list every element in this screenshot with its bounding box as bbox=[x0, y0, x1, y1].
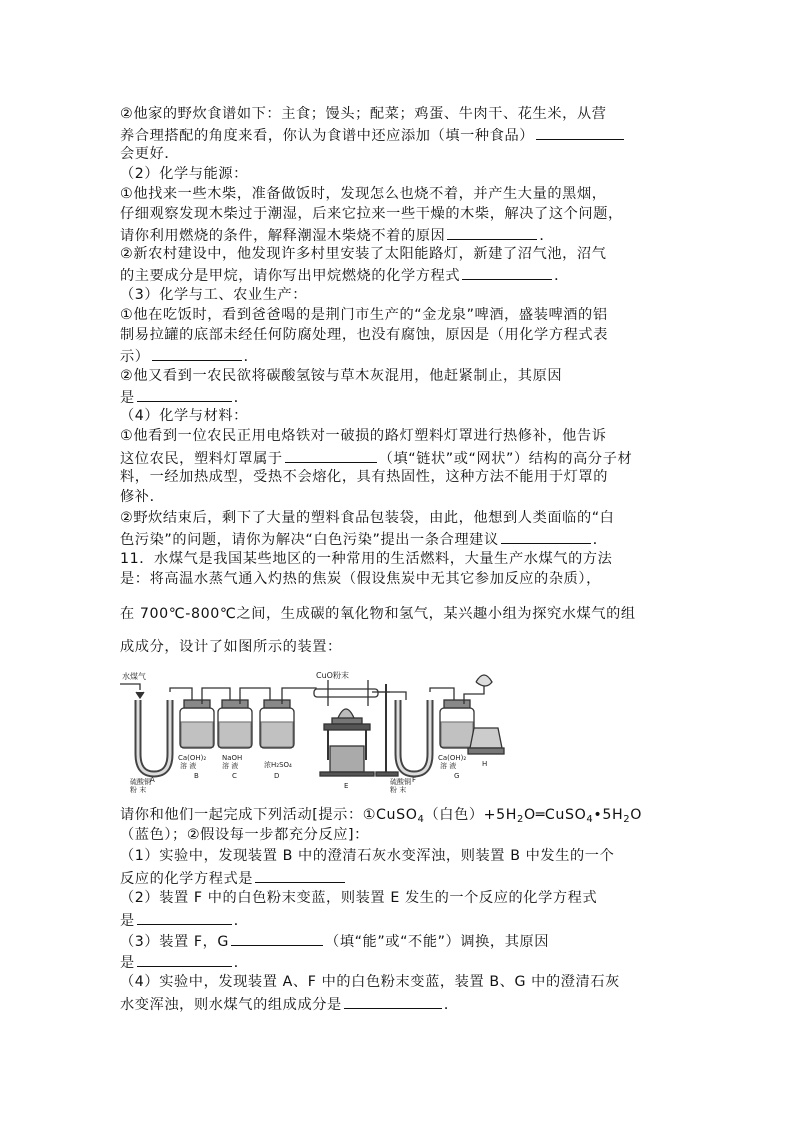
text-segment: O═CuSO bbox=[524, 807, 587, 823]
text-segment: 色污染”的问题，请你为解决“白色污染”提出一条合理建议 bbox=[120, 532, 499, 548]
answer-blank[interactable] bbox=[137, 951, 232, 967]
text-line: ①他在吃饭时，看到爸爸喝的是荆门市生产的“金龙泉”啤酒，盛装啤酒的铝 bbox=[120, 307, 608, 323]
answer-blank[interactable] bbox=[447, 224, 537, 240]
apparatus-diagram bbox=[118, 670, 508, 796]
text-segment: ． bbox=[554, 268, 569, 284]
text-line: 成成分，设计了如图所示的装置： bbox=[120, 639, 342, 655]
text-segment: （填“链状”或“网状”）结构的高分子材 bbox=[378, 451, 633, 467]
text-segment: ． bbox=[233, 955, 249, 971]
text-line bbox=[120, 951, 249, 973]
text-line bbox=[120, 993, 459, 1015]
text-segment: （3）装置 F，G bbox=[120, 934, 230, 950]
text-line: 会更好． bbox=[120, 146, 180, 162]
question-line: 11．水煤气是我国某些地区的一种常用的生活燃料，大量生产水煤气的方法 bbox=[120, 551, 613, 567]
answer-blank[interactable] bbox=[462, 264, 552, 280]
text-line: ①他找来一些木柴，准备做饭时，发现怎么也烧不着，并产生大量的黑烟， bbox=[120, 186, 607, 202]
text-line: ②他又看到一农民欲将碳酸氢铵与草木灰混用，他赶紧制止，其原因 bbox=[120, 368, 563, 384]
text-line: ②新农村建设中，他发现许多村里安装了太阳能路灯，新建了沼气池，沼气 bbox=[120, 246, 607, 262]
answer-blank[interactable] bbox=[501, 528, 591, 544]
label-c-2: 溶 液 bbox=[222, 762, 239, 770]
section-heading: （4）化学与材料： bbox=[120, 408, 248, 424]
text-line: （2）装置 F 中的白色粉末变蓝，则装置 E 发生的一个反应的化学方程式 bbox=[120, 890, 598, 906]
text-segment: •5H bbox=[593, 807, 624, 823]
u-tube-f bbox=[398, 700, 430, 774]
label-f: 硫酸铜 bbox=[390, 778, 411, 786]
text-segment: 示） bbox=[120, 349, 150, 365]
text-line bbox=[120, 447, 632, 469]
text-line: 修补． bbox=[120, 489, 165, 505]
text-segment: ． bbox=[243, 349, 259, 365]
answer-blank[interactable] bbox=[231, 930, 323, 946]
text-segment: （填“能”或“不能”）调换，其原因 bbox=[325, 934, 550, 950]
letter-f: F bbox=[412, 776, 417, 784]
letter-g: G bbox=[454, 772, 460, 780]
section-heading: （3）化学与工、农业生产： bbox=[120, 287, 308, 303]
text-line bbox=[120, 386, 249, 408]
text-line bbox=[120, 867, 347, 889]
text-segment: 水变浑浊，则水煤气的组成成分是 bbox=[120, 997, 342, 1013]
text-segment: 这位农民，塑料灯罩属于 bbox=[120, 451, 283, 467]
text-line bbox=[120, 528, 608, 550]
text-segment: 的主要成分是甲烷，请你写出甲烷燃烧的化学方程式 bbox=[120, 268, 461, 284]
answer-blank[interactable] bbox=[152, 345, 242, 361]
label-a-2: 粉 末 bbox=[130, 786, 147, 794]
label-f-2: 粉 末 bbox=[390, 786, 407, 794]
letter-h: H bbox=[482, 760, 488, 768]
answer-blank[interactable] bbox=[536, 124, 624, 140]
text-line bbox=[120, 224, 554, 246]
text-segment: O bbox=[630, 807, 642, 823]
letter-b: B bbox=[194, 772, 199, 780]
burner-flame bbox=[476, 675, 492, 686]
letter-d: D bbox=[274, 772, 280, 780]
text-line: 仔细观察发现木柴过于潮湿，后来它拉来一些干燥的木柴，解决了这个问题， bbox=[120, 206, 623, 222]
answer-blank[interactable] bbox=[137, 386, 232, 402]
text-line: 是：将高温水蒸气通入灼热的焦炭（假设焦炭中无其它参加反应的杂质）， bbox=[120, 571, 601, 587]
text-line bbox=[120, 909, 249, 931]
text-segment: 是 bbox=[120, 955, 135, 971]
text-segment: 是 bbox=[120, 913, 135, 929]
label-a: 硫酸铜 bbox=[130, 778, 151, 786]
text-line: ②他家的野炊食谱如下：主食；馒头；配菜；鸡蛋、牛肉干、花生米，从营 bbox=[120, 106, 607, 122]
letter-a: A bbox=[150, 776, 155, 784]
text-line bbox=[120, 264, 569, 286]
text-segment: ． bbox=[539, 228, 555, 244]
cuo-label: CuO粉末 bbox=[316, 671, 349, 680]
text-line: （蓝色）；②假设每一步都充分反应]： bbox=[120, 827, 369, 843]
text-segment: 反应的化学方程式是 bbox=[120, 871, 254, 887]
text-segment: 请你和他们一起完成下列活动[提示：①CuSO bbox=[120, 807, 418, 823]
subscript: 2 bbox=[623, 814, 631, 825]
label-b-2: 溶 液 bbox=[180, 762, 197, 770]
label-g-2: 溶 液 bbox=[440, 762, 457, 770]
text-segment: ． bbox=[233, 390, 249, 406]
text-line: ①他看到一位农民正用电烙铁对一破损的路灯塑料灯罩进行热修补，他告诉 bbox=[120, 428, 607, 444]
text-line bbox=[120, 345, 258, 367]
inlet-arrow bbox=[120, 684, 140, 690]
text-segment: 请你利用燃烧的条件，解释潮湿木柴烧不着的原因 bbox=[120, 228, 446, 244]
text-segment: ． bbox=[233, 913, 249, 929]
text-line: 在 700℃-800℃之间，生成碳的氧化物和氢气，某兴趣小组为探究水煤气的组 bbox=[120, 606, 636, 622]
inlet-label: 水煤气 bbox=[122, 672, 146, 681]
text-line bbox=[120, 124, 626, 146]
answer-blank[interactable] bbox=[255, 867, 345, 883]
answer-blank[interactable] bbox=[137, 909, 232, 925]
text-line bbox=[120, 930, 549, 952]
letter-e: E bbox=[344, 782, 349, 790]
text-line: （4）实验中，发现装置 A、F 中的白色粉末变蓝，装置 B、G 中的澄清石灰 bbox=[120, 974, 620, 990]
text-line: ②野炊结束后，剩下了大量的塑料食品包装袋，由此，他想到人类面临的“白 bbox=[120, 510, 615, 526]
flame bbox=[338, 709, 354, 718]
text-line: 料，一经加热成型，受热不会熔化，具有热固性，这种方法不能用于灯罩的 bbox=[120, 469, 608, 485]
label-c: NaOH bbox=[222, 754, 243, 762]
text-segment: ． bbox=[443, 997, 459, 1013]
answer-blank[interactable] bbox=[285, 447, 377, 463]
text-segment: ． bbox=[592, 532, 608, 548]
label-g: Ca(OH)₂ bbox=[438, 754, 467, 762]
subscript: 2 bbox=[517, 814, 525, 825]
u-tube-a bbox=[138, 700, 170, 774]
subscript: 4 bbox=[417, 814, 425, 825]
text-segment: （白色）+5H bbox=[424, 807, 518, 823]
text-line: （1）实验中，发现装置 B 中的澄清石灰水变浑浊，则装置 B 中发生的一个 bbox=[120, 848, 615, 864]
letter-c: C bbox=[232, 772, 237, 780]
label-d: 浓H₂SO₄ bbox=[264, 761, 292, 769]
text-line: 制易拉罐的底部未经任何防腐处理，也没有腐蚀，原因是（用化学方程式表 bbox=[120, 327, 608, 343]
label-b: Ca(OH)₂ bbox=[178, 754, 207, 762]
section-heading: （2）化学与能源： bbox=[120, 166, 248, 182]
answer-blank[interactable] bbox=[344, 993, 442, 1009]
text-segment: 是 bbox=[120, 390, 135, 406]
burner-h bbox=[470, 728, 502, 748]
text-segment: 养合理搭配的角度来看，你认为食谱中还应添加（填一种食品） bbox=[120, 128, 535, 144]
subscript: 4 bbox=[586, 814, 594, 825]
